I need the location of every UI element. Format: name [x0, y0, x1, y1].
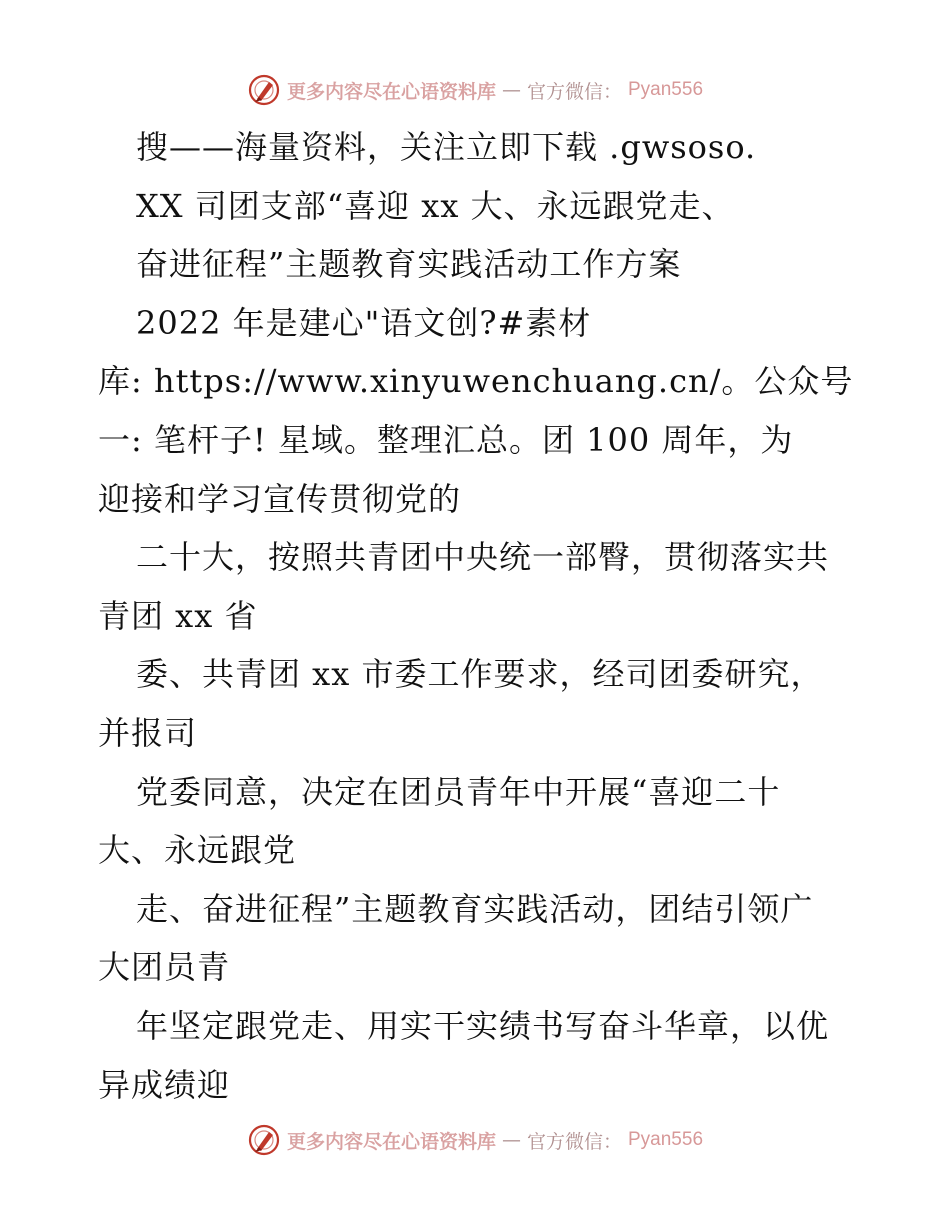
watermark-dash: — — [501, 79, 521, 101]
document-line: 并报司 — [98, 713, 198, 752]
document-line: 党委同意，决定在团员青年中开展“喜迎二十 — [136, 772, 781, 811]
header-watermark — [0, 70, 950, 110]
watermark-wechat-id: Pyan556 — [628, 1129, 704, 1150]
document-body — [98, 118, 868, 1114]
watermark-brand-text: 更多内容尽在心语资料库 — [286, 80, 496, 103]
pen-nib-circle-icon — [247, 1123, 281, 1157]
document-line: 青团 xx 省 — [98, 596, 258, 635]
document-line: 异成绩迎 — [98, 1065, 231, 1104]
pen-nib-circle-icon — [247, 73, 281, 107]
document-line: 一: 笔杆子! 星域。整理汇总。团 100 周年，为 — [98, 420, 794, 459]
document-line: 2022 年是建心"语文创?#素材 — [136, 303, 592, 342]
document-line: XX 司团支部“喜迎 xx 大、永远跟党走、 — [136, 186, 735, 225]
document-line: 大、永远跟党 — [98, 831, 297, 870]
watermark-wechat-id: Pyan556 — [628, 79, 704, 100]
footer-watermark — [0, 1120, 950, 1160]
document-line: 年坚定跟党走、用实干实绩书写奋斗华章，以优 — [136, 1006, 830, 1045]
document-line: 委、共青团 xx 市委工作要求，经司团委研究， — [136, 655, 824, 694]
watermark-wechat-label: 官方微信： — [526, 80, 622, 103]
watermark-brand-text: 更多内容尽在心语资料库 — [286, 1130, 496, 1153]
document-line: 奋进征程”主题教育实践活动工作方案 — [136, 245, 682, 284]
document-line: 库: https://www.xinyuwenchuang.cn/。公众号 — [98, 362, 854, 401]
document-line: 二十大，按照共青团中央统一部臀，贯彻落实共 — [136, 538, 830, 577]
document-line: 走、奋进征程”主题教育实践活动，团结引领广 — [136, 889, 814, 928]
watermark-wechat-label: 官方微信： — [526, 1130, 622, 1153]
document-line: 搜——海量资料，关注立即下载 .gwsoso. — [136, 128, 757, 166]
document-line: 迎接和学习宣传贯彻党的 — [98, 479, 462, 518]
document-line: 大团员青 — [98, 948, 231, 987]
watermark-dash: — — [501, 1129, 521, 1151]
